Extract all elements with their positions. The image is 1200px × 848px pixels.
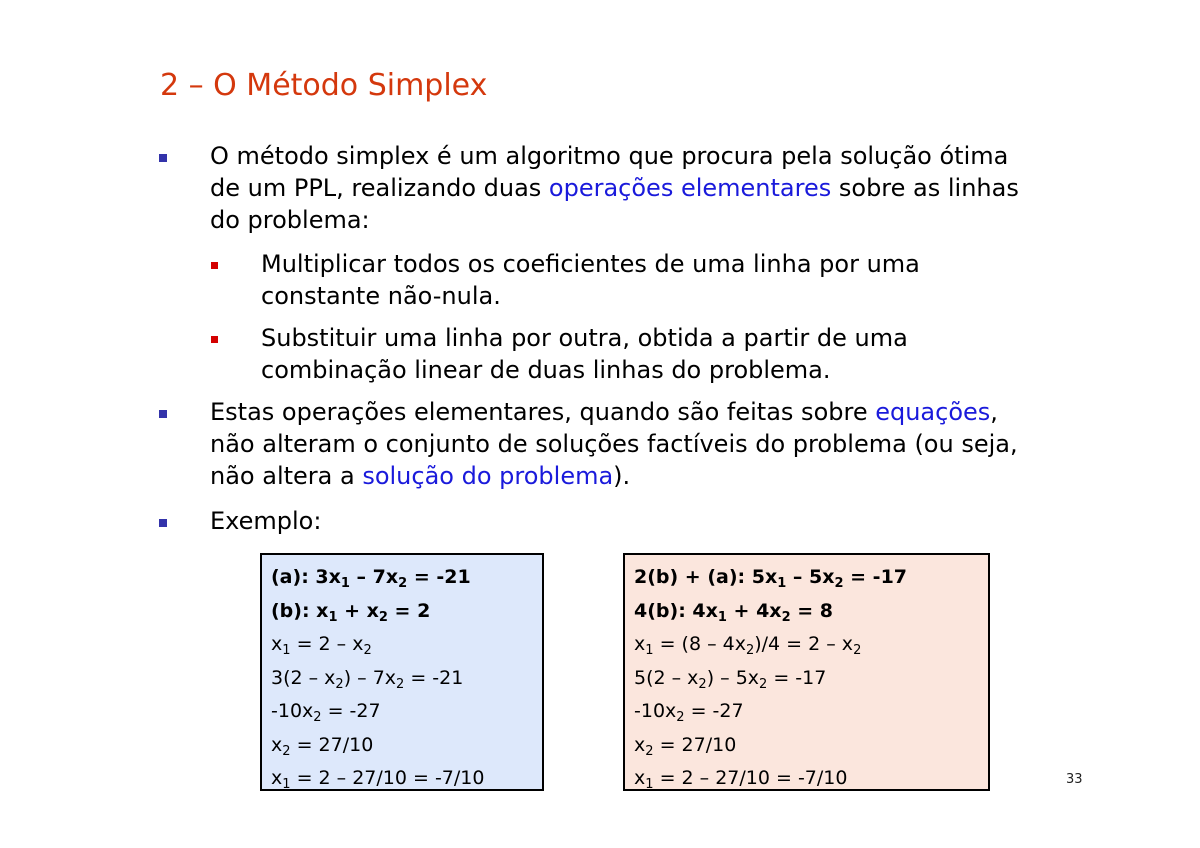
equation-line: $3(2 - x_2) - 7x_2 = -21$ [271, 666, 464, 692]
equation-line: (b): $x_1 + x_2 = 2$ [271, 599, 431, 625]
equation-line: $-10x_2 = -27$ [634, 700, 744, 725]
equation-line: 4(b): $4x_1 + 4x_2 = 8$ [634, 599, 833, 625]
sub-bullet-text-line: constante não-nula. [261, 282, 501, 310]
sub-bullet-text-line: Multiplicar todos os coeficientes de uma linha por uma [261, 250, 920, 278]
sub-bullet-text-line: Substituir uma linha por outra, obtida a partir de uma [261, 324, 908, 352]
sub-bullet-text-line: combinação linear de duas linhas do problema. [261, 356, 831, 384]
slide-title: 2 – O Método Simplex [160, 68, 488, 103]
equation-line: (a): $3x_1 - 7x_2 = -21$ [271, 566, 471, 591]
equation-line: $x_2 = 27/10$ [271, 733, 374, 759]
sub-bullet-marker-icon [211, 336, 218, 343]
equation-line: $5(2 - x_2) - 5x_2 = -17$ [634, 666, 827, 692]
bullet-text-line: Estas operações elementares, quando são feitas sobre equações, [210, 398, 998, 426]
bullet-text-line: O método simplex é um algoritmo que procura pela solução ótima [210, 142, 1009, 170]
page-number: 33 [1066, 772, 1083, 787]
bullet-text-line: de um PPL, realizando duas operações elementares sobre as linhas [210, 174, 1019, 202]
bullet-text-line: não altera a solução do problema). [210, 462, 631, 490]
bullet-marker-icon [159, 519, 167, 527]
equation-line: $-10x_2 = -27$ [271, 700, 381, 725]
highlight-term: equações [875, 398, 991, 426]
highlight-term: solução do problema [362, 462, 614, 490]
example-box-a [260, 553, 544, 791]
bullet-marker-icon [159, 410, 167, 418]
equation-line: $x_1 = 2 - 27/10 = -7/10$ [634, 767, 848, 792]
bullet-text-line: Exemplo: [210, 507, 322, 535]
bullet-text-line: não alteram o conjunto de soluções factíveis do problema (ou seja, [210, 430, 1018, 458]
example-box-b [623, 553, 990, 791]
equation-line: $x_2 = 27/10$ [634, 733, 737, 759]
bullet-text-line: do problema: [210, 206, 370, 234]
bullet-marker-icon [159, 154, 167, 162]
equation-line: $x_1 = (8 - 4x_2)/4 = 2 - x_2$ [634, 633, 862, 658]
sub-bullet-marker-icon [211, 262, 218, 269]
equation-line: $x_1 = 2 - x_2$ [271, 633, 372, 658]
highlight-term: operações elementares [548, 174, 832, 202]
equation-line: 2(b) + (a): $5x_1 - 5x_2 = -17$ [634, 566, 908, 591]
equation-line: $x_1 = 2 - 27/10 = -7/10$ [271, 767, 485, 792]
